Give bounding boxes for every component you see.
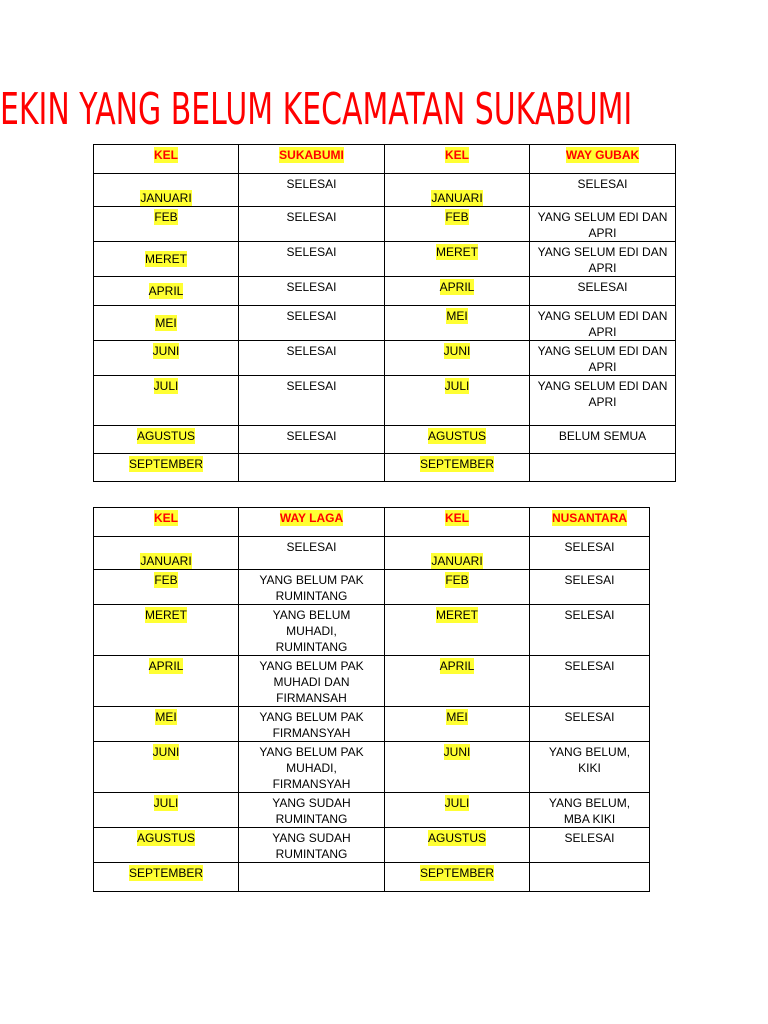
month-cell: SEPTEMBER: [94, 454, 239, 482]
status-cell: [239, 454, 385, 482]
status-cell: YANG BELUM, MBA KIKI: [530, 793, 650, 828]
header-cell: [385, 145, 530, 174]
page-title: EKIN YANG BELUM KECAMATAN SUKABUMI: [0, 84, 633, 135]
header-way-gubak: WAY GUBAK: [565, 148, 640, 162]
month-cell: SEPTEMBER: [385, 863, 530, 892]
month-cell: JUNI: [385, 341, 530, 376]
header-cell: [239, 145, 385, 174]
status-cell: SELESAI: [239, 277, 385, 306]
table-row: [94, 570, 650, 605]
header-kel: KEL: [154, 148, 178, 162]
status-cell: YANG SUDAH RUMINTANG: [239, 828, 385, 863]
table-row: [94, 656, 650, 707]
month-cell: FEB: [94, 207, 239, 242]
status-cell: SELESAI: [530, 537, 650, 570]
status-cell: YANG SUDAH RUMINTANG: [239, 793, 385, 828]
status-cell: YANG BELUM PAK MUHADI, FIRMANSYAH: [239, 742, 385, 793]
table-row: [94, 341, 676, 376]
header-cell: [94, 145, 239, 174]
table-row: [94, 863, 650, 892]
status-cell: SELESAI: [239, 426, 385, 454]
month-cell: JULI: [94, 376, 239, 426]
header-cell: [94, 508, 239, 537]
status-cell: SELESAI: [239, 376, 385, 426]
month-cell: AGUSTUS: [94, 828, 239, 863]
table-row: [94, 707, 650, 742]
status-cell: SELESAI: [239, 174, 385, 207]
month-cell: MEI: [385, 707, 530, 742]
status-cell: SELESAI: [530, 828, 650, 863]
status-cell: YANG BELUM PAK FIRMANSYAH: [239, 707, 385, 742]
header-cell: [530, 508, 650, 537]
status-cell: YANG SELUM EDI DAN APRI: [530, 242, 676, 277]
status-cell: YANG SELUM EDI DAN APRI: [530, 306, 676, 341]
month-cell: JUNI: [385, 742, 530, 793]
status-cell: [239, 863, 385, 892]
month-cell: JUNI: [94, 341, 239, 376]
month-cell: FEB: [385, 207, 530, 242]
table-row: [94, 242, 676, 277]
table-sukabumi-way-gubak: [93, 144, 676, 482]
status-cell: SELESAI: [530, 656, 650, 707]
status-cell: YANG BELUM PAK RUMINTANG: [239, 570, 385, 605]
month-cell: JULI: [385, 793, 530, 828]
table-row: [94, 376, 676, 426]
month-cell: APRIL: [94, 656, 239, 707]
status-cell: YANG SELUM EDI DAN APRI: [530, 341, 676, 376]
header-kel: KEL: [445, 148, 469, 162]
month-cell: JANUARI: [385, 174, 530, 207]
table-row: [94, 828, 650, 863]
month-cell: MEI: [94, 707, 239, 742]
header-kel: KEL: [154, 511, 178, 525]
month-cell: FEB: [94, 570, 239, 605]
month-cell: JANUARI: [385, 537, 530, 570]
status-cell: SELESAI: [239, 537, 385, 570]
status-cell: SELESAI: [239, 341, 385, 376]
table-row: [94, 207, 676, 242]
table-row: [94, 174, 676, 207]
month-cell: JANUARI: [94, 174, 239, 207]
status-cell: SELESAI: [239, 242, 385, 277]
month-cell: SEPTEMBER: [94, 863, 239, 892]
month-cell: MEI: [94, 306, 239, 341]
month-cell: AGUSTUS: [385, 828, 530, 863]
month-cell: JUNI: [94, 742, 239, 793]
month-cell: APRIL: [385, 277, 530, 306]
table-row: [94, 277, 676, 306]
month-cell: JULI: [94, 793, 239, 828]
status-cell: YANG BELUM, KIKI: [530, 742, 650, 793]
month-cell: APRIL: [385, 656, 530, 707]
status-cell: SELESAI: [530, 605, 650, 656]
month-cell: MERET: [385, 605, 530, 656]
header-way-laga: WAY LAGA: [279, 511, 344, 525]
month-cell: MERET: [94, 605, 239, 656]
header-sukabumi: SUKABUMI: [279, 148, 344, 162]
status-cell: YANG BELUM PAK MUHADI DAN FIRMANSAH: [239, 656, 385, 707]
header-cell: [385, 508, 530, 537]
table-header-row: [94, 508, 650, 537]
table-row: [94, 605, 650, 656]
table-header-row: [94, 145, 676, 174]
status-cell: SELESAI: [530, 277, 676, 306]
status-cell: YANG SELUM EDI DAN APRI: [530, 207, 676, 242]
month-cell: FEB: [385, 570, 530, 605]
table-row: [94, 426, 676, 454]
header-kel: KEL: [445, 511, 469, 525]
status-cell: SELESAI: [530, 174, 676, 207]
month-cell: JULI: [385, 376, 530, 426]
table-row: [94, 306, 676, 341]
month-cell: AGUSTUS: [385, 426, 530, 454]
month-cell: SEPTEMBER: [385, 454, 530, 482]
status-cell: YANG SELUM EDI DAN APRI: [530, 376, 676, 426]
month-cell: MERET: [94, 242, 239, 277]
status-cell: [530, 454, 676, 482]
status-cell: SELESAI: [530, 707, 650, 742]
header-cell: [239, 508, 385, 537]
table-row: [94, 742, 650, 793]
status-cell: SELESAI: [530, 570, 650, 605]
header-nusantara: NUSANTARA: [551, 511, 628, 525]
month-cell: MERET: [385, 242, 530, 277]
table-row: [94, 454, 676, 482]
table-row: [94, 793, 650, 828]
status-cell: BELUM SEMUA: [530, 426, 676, 454]
month-cell: JANUARI: [94, 537, 239, 570]
month-cell: APRIL: [94, 277, 239, 306]
table-row: [94, 537, 650, 570]
status-cell: [530, 863, 650, 892]
header-cell: [530, 145, 676, 174]
month-cell: MEI: [385, 306, 530, 341]
status-cell: SELESAI: [239, 207, 385, 242]
month-cell: AGUSTUS: [94, 426, 239, 454]
status-cell: YANG BELUM MUHADI, RUMINTANG: [239, 605, 385, 656]
table-way-laga-nusantara: [93, 507, 650, 892]
status-cell: SELESAI: [239, 306, 385, 341]
